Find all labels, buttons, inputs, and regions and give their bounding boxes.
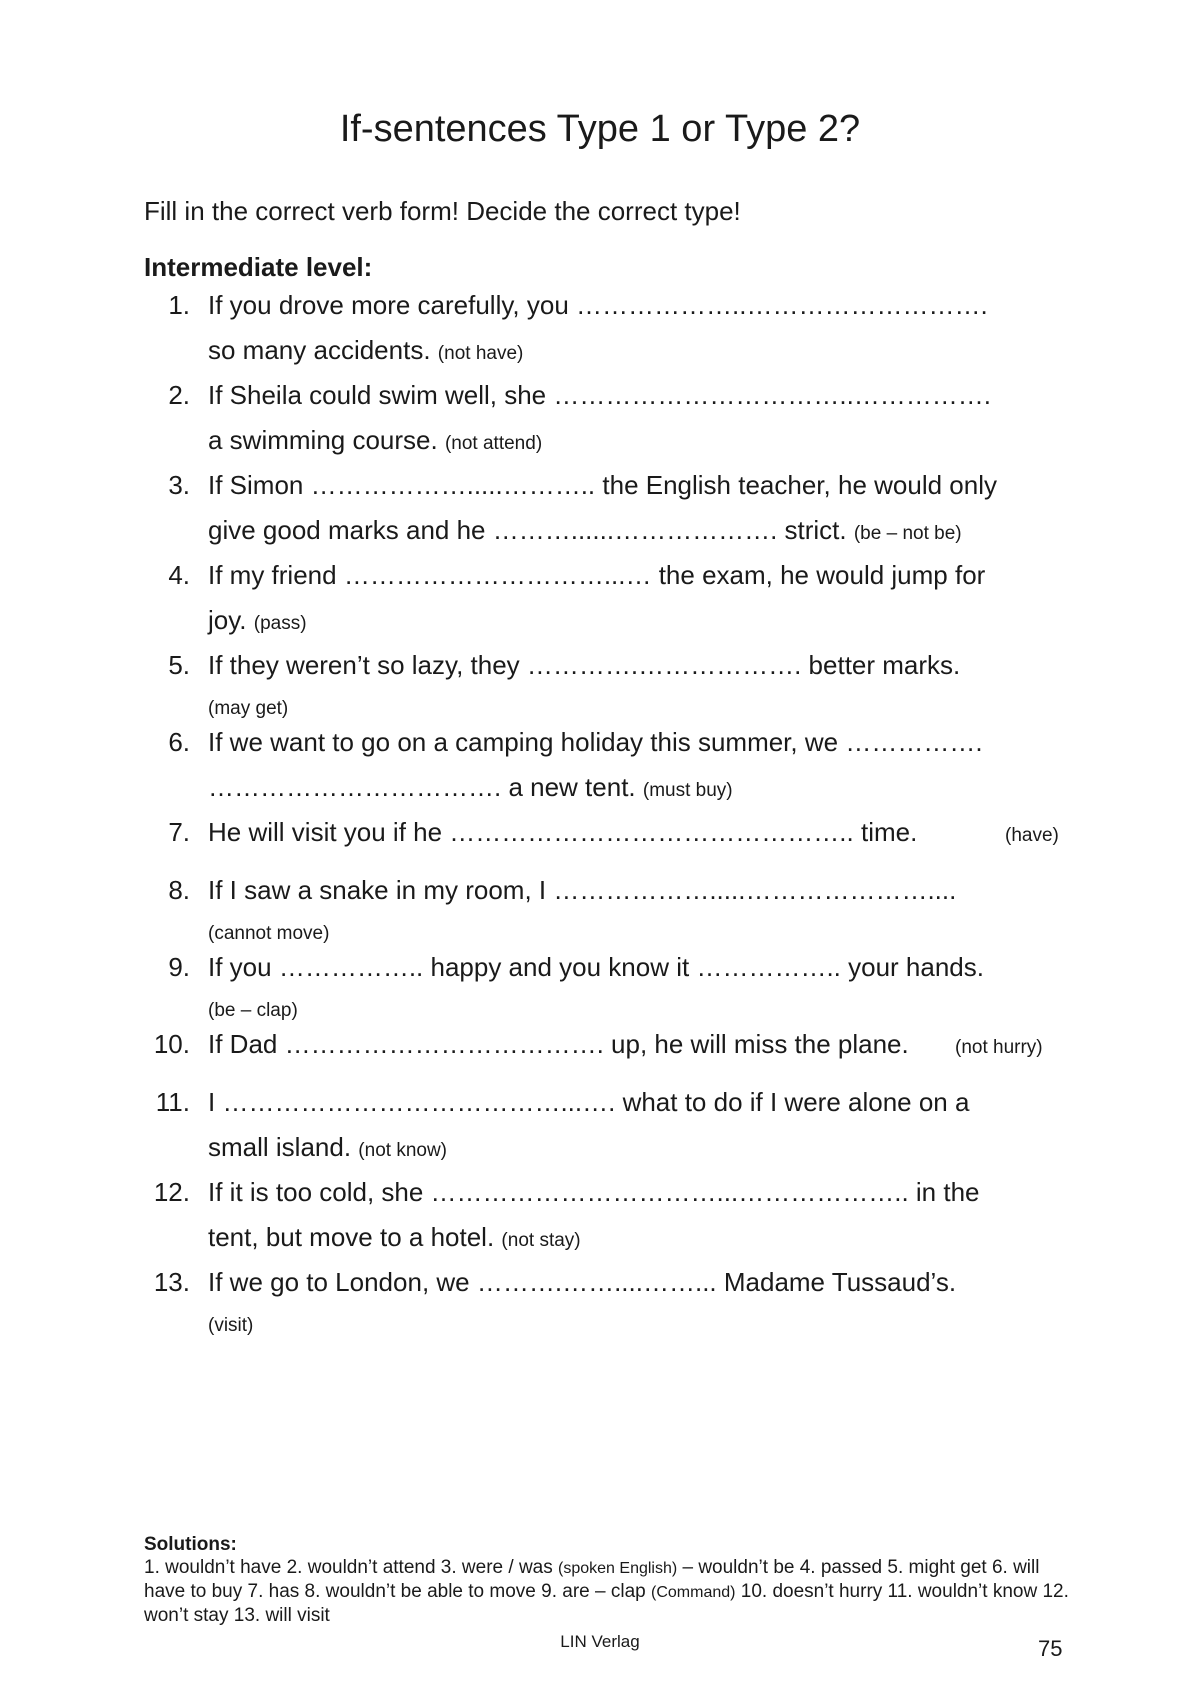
solutions-text-a: 1. wouldn’t have 2. wouldn’t attend 3. were / was — [144, 1557, 559, 1578]
exercise-line-1: If you …………….. happy and you know it …………….. your hands. — [208, 952, 984, 982]
exercise-number: 2. — [168, 380, 190, 410]
exercise-number: 6. — [168, 727, 190, 757]
verb-hint: (not have) — [437, 343, 524, 364]
exercise-number: 4. — [168, 560, 190, 590]
exercise-line-1: If we want to go on a camping holiday this summer, we ……………. — [208, 727, 983, 757]
exercise-line-1: He will visit you if he ……………………………………….. time. — [208, 817, 918, 847]
exercise-line-2-text: small island. — [208, 1132, 352, 1162]
exercise-line-2 — [208, 690, 288, 721]
publisher-footer: LIN Verlag — [560, 1632, 640, 1651]
solutions-note-b: (Command) — [651, 1584, 736, 1601]
verb-hint: (visit) — [208, 1315, 254, 1336]
exercise-number: 5. — [168, 650, 190, 680]
exercise-number: 7. — [168, 817, 190, 847]
exercise-line-1: If Dad ………………………………. up, he will miss the plane. — [208, 1029, 909, 1059]
exercise-line-2 — [208, 605, 307, 636]
exercise-line-1: If my friend …………………………...… the exam, he would jump for — [208, 560, 986, 590]
exercise-number: 1. — [168, 290, 190, 320]
exercise-line-1: If Simon ……………….....……….. the English teacher, he would only — [208, 470, 997, 500]
exercise-line-2-text: so many accidents. — [208, 335, 431, 365]
solutions-note-a: (spoken English) — [558, 1560, 678, 1577]
solutions-text — [144, 1557, 1069, 1626]
page-title: If-sentences Type 1 or Type 2? — [339, 108, 861, 150]
exercise-line-2 — [208, 1222, 581, 1253]
exercise-line-1: If we go to London, we ……….……....……... Madame Tussaud’s. — [208, 1267, 957, 1297]
solutions-block — [144, 1533, 1084, 1627]
exercise-line-2 — [955, 1029, 1043, 1060]
exercise-number: 8. — [168, 875, 190, 905]
verb-hint: (not hurry) — [955, 1037, 1043, 1058]
exercise-line-2-text: joy. — [208, 605, 247, 635]
solutions-heading: Solutions: — [144, 1534, 237, 1555]
exercise-number: 10. — [153, 1029, 190, 1059]
verb-hint: (may get) — [208, 698, 289, 719]
exercise-line-2 — [208, 1307, 253, 1338]
exercise-number: 13. — [153, 1267, 190, 1297]
verb-hint: (be – not be) — [853, 523, 962, 544]
exercise-line-1: If Sheila could swim well, she ……………………………..……………. — [208, 380, 992, 410]
exercise-line-2 — [208, 772, 733, 803]
exercise-line-2 — [208, 915, 329, 946]
exercise-line-2 — [208, 425, 542, 456]
exercise-number: 11. — [155, 1087, 190, 1117]
verb-hint: (not attend) — [444, 433, 543, 454]
exercise-line-2-text: tent, but move to a hotel. — [208, 1222, 495, 1252]
page-number: 75 — [1038, 1636, 1063, 1661]
solutions-text-b: – wouldn’t be 4. passed 5. might get 6. will have to buy 7. has 8. wouldn’t be able to move 9. are – clap — [144, 1557, 1040, 1602]
verb-hint: (not know) — [358, 1140, 447, 1161]
exercise-number: 12. — [153, 1177, 190, 1207]
verb-hint: (not stay) — [501, 1230, 581, 1251]
exercise-number: 3. — [168, 470, 190, 500]
verb-hint: (cannot move) — [208, 923, 330, 944]
verb-hint: (must buy) — [642, 780, 733, 801]
verb-hint: (have) — [1005, 825, 1059, 846]
exercise-line-2 — [1005, 817, 1059, 848]
verb-hint: (be – clap) — [208, 1000, 298, 1021]
exercise-number: 9. — [168, 952, 190, 982]
instructions: Fill in the correct verb form! Decide the correct type! — [144, 196, 741, 226]
exercise-line-2-text: ……………………………. a new tent. — [208, 772, 636, 802]
verb-hint: (pass) — [253, 613, 307, 634]
exercise-line-1: I …………………………………...…. what to do if I were alone on a — [208, 1087, 970, 1117]
exercise-line-2-text: give good marks and he ………......………………. strict. — [208, 515, 847, 545]
solutions-text-c: 10. doesn’t hurry 11. wouldn’t know 12. won’t stay 13. will visit — [144, 1581, 1069, 1626]
level-heading: Intermediate level: — [144, 252, 373, 282]
exercise-line-2 — [208, 335, 523, 366]
exercise-line-2 — [208, 992, 298, 1023]
exercise-line-1: If you drove more carefully, you ………………..………………………. — [208, 290, 988, 320]
exercise-line-1: If I saw a snake in my room, I ……………….....………………….... — [208, 875, 957, 905]
exercise-line-1: If it is too cold, she ……………………………...……………….. in the — [208, 1177, 980, 1207]
exercise-line-2 — [208, 1132, 447, 1163]
exercise-line-2 — [208, 515, 962, 546]
exercise-line-1: If they weren’t so lazy, they ………….………………. better marks. — [208, 650, 961, 680]
exercise-line-2-text: a swimming course. — [208, 425, 438, 455]
